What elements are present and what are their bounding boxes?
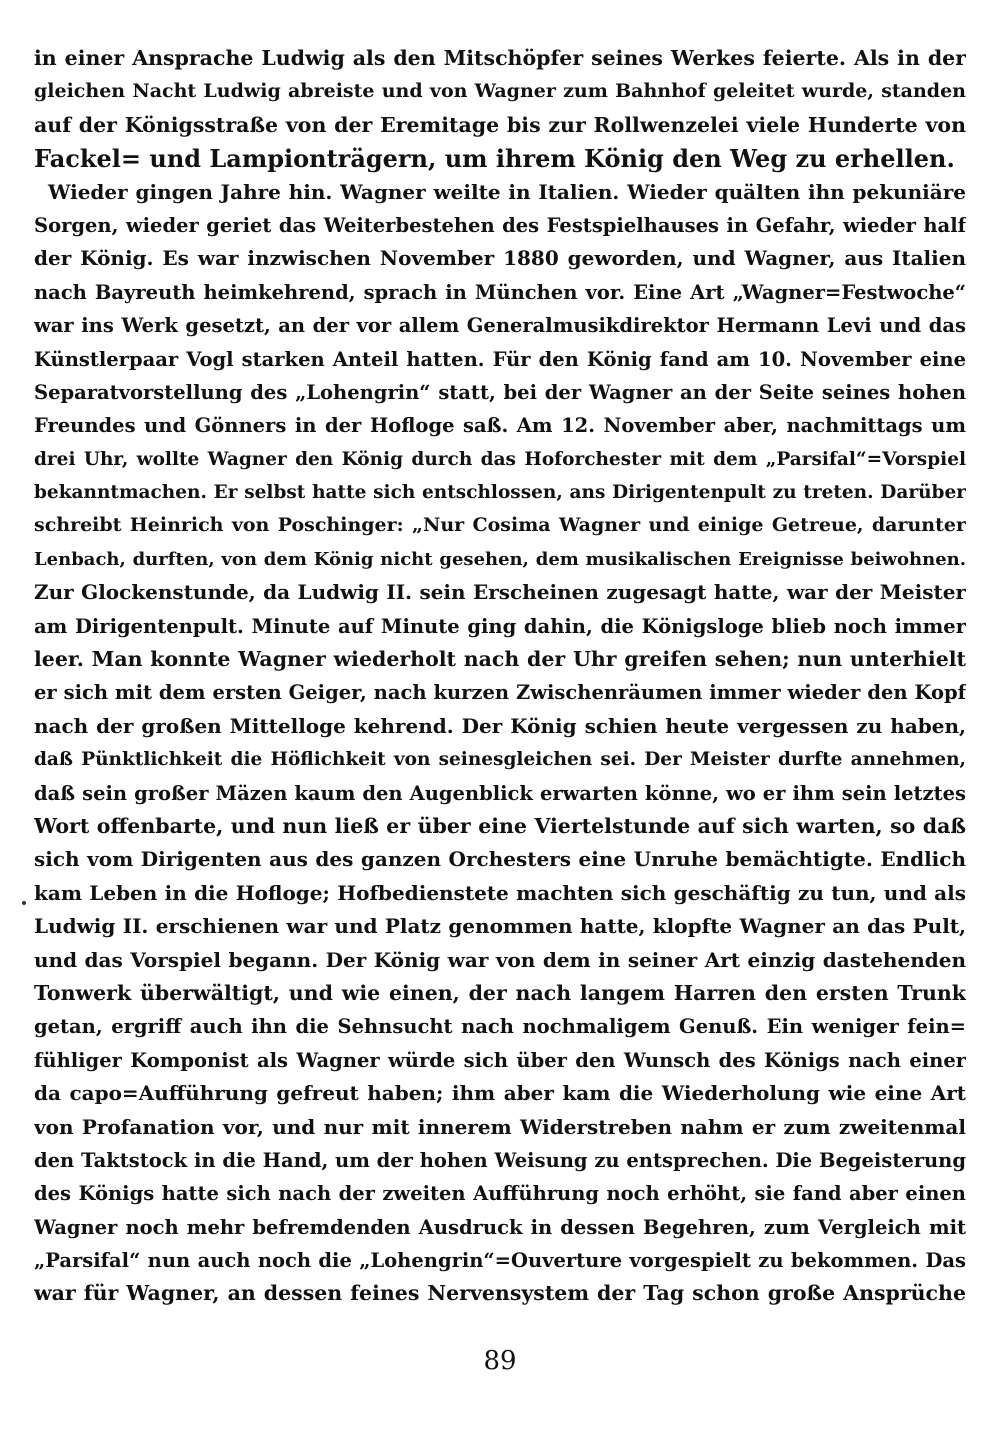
text-line: daß Pünktlichkeit die Höflichkeit von seinesgleichen sei. Der Meister durfte annehmen, [34,749,966,771]
text-line: fühliger Komponist als Wagner würde sich über den Wunsch des Königs nach einer [34,1048,966,1072]
text-line: nach der großen Mittelloge kehrend. Der König schien heute vergessen zu haben, [34,713,966,738]
text-line: von Profanation vor, und nur mit innerem Widerstreben nahm er zum zweitenmal [34,1114,966,1139]
text-line: in einer Ansprache Ludwig als den Mitschöpfer seines Werkes feierte. Als in der [34,46,966,70]
text-line: Zur Glockenstunde, da Ludwig II. sein Erscheinen zugesagt hatte, war der Meister [34,580,966,605]
text-line: Wort offenbarte, und nun ließ er über eine Viertelstunde auf sich warten, so daß [34,813,966,838]
text-line: war ins Werk gesetzt, an der vor allem Generalmusikdirektor Hermann Levi und das [34,314,966,338]
text-line: gleichen Nacht Ludwig abreiste und von Wagner zum Bahnhof geleitet wurde, standen [34,80,966,103]
text-line: Wagner noch mehr befremdenden Ausdruck in dessen Begehren, zum Vergleich mit [34,1215,966,1239]
page-number: 89 [483,1346,517,1376]
text-line: auf der Königsstraße von der Eremitage bis zur Rollwenzelei viele Hunderte von [34,112,966,137]
text-line: getan, ergriff auch ihn die Sehnsucht nach nochmaligem Genuß. Ein weniger fein= [34,1015,966,1039]
paragraph-start-line: Wieder gingen Jahre hin. Wagner weilte in Italien. Wieder quälten ihn pekuniäre [48,179,966,204]
text-line: des Königs hatte sich nach der zweiten Aufführung noch erhöht, sie fand aber einen [34,1182,966,1206]
text-line: Sorgen, wieder geriet das Weiterbestehen des Festspielhauses in Gefahr, wieder half [34,213,966,237]
text-line: und das Vorspiel begann. Der König war von dem in seiner Art einzig dastehenden [34,947,966,972]
text-line: Tonwerk überwältigt, und wie einen, der nach langem Harren den ersten Trunk [34,980,966,1005]
text-line: war für Wagner, an dessen feines Nervensystem der Tag schon große Ansprüche [34,1281,966,1306]
text-line: bekanntmachen. Er selbst hatte sich entschlossen, ans Dirigentenpult zu treten. Darüber [34,482,966,504]
text-line: Lenbach, durften, von dem König nicht gesehen, dem musikalischen Ereignisse beiwohnen. [34,548,966,570]
text-line: sich vom Dirigenten aus des ganzen Orchesters eine Unruhe bemächtigte. Endlich [34,847,966,872]
text-line: nach Bayreuth heimkehrend, sprach in München vor. Eine Art „Wagner=Festwoche“ [34,280,966,304]
text-line: Separatvorstellung des „Lohengrin“ statt, bei der Wagner an der Seite seines hohen [34,380,966,404]
text-line: Ludwig II. erschienen war und Platz genommen hatte, klopfte Wagner an das Pult, [34,914,966,939]
text-line: der König. Es war inzwischen November 1880 geworden, und Wagner, aus Italien [34,246,966,271]
text-block [34,42,966,1311]
text-line: am Dirigentenpult. Minute auf Minute ging dahin, die Königsloge blieb noch immer [34,614,966,638]
text-line: Künstlerpaar Vogl starken Anteil hatten. Für den König fand am 10. November eine [34,347,966,371]
text-line: daß sein großer Mäzen kaum den Augenblick erwarten könne, wo er ihm sein letztes [34,781,966,805]
text-line: schreibt Heinrich von Poschinger: „Nur Cosima Wagner und einige Getreue, darunter [34,514,966,537]
text-line: Fackel= und Lampionträgern, um ihrem König den Weg zu erhellen. [34,144,955,174]
text-line: kam Leben in die Hofloge; Hofbedienstete machten sich geschäftig zu tun, und als [34,880,966,905]
text-line: da capo=Aufführung gefreut haben; ihm aber kam die Wiederholung wie eine Art [34,1081,966,1106]
text-line: den Taktstock in die Hand, um der hohen Weisung zu entsprechen. Die Begeisterung [34,1148,966,1172]
text-line: „Parsifal“ nun auch noch die „Lohengrin“=Ouverture vorgespielt zu bekommen. Das [34,1249,966,1273]
margin-mark [22,901,26,905]
text-line: er sich mit dem ersten Geiger, nach kurzen Zwischenräumen immer wieder den Kopf [34,681,966,705]
text-line: drei Uhr, wollte Wagner den König durch das Hoforchester mit dem „Parsifal“=Vorspiel [34,448,966,470]
text-line: leer. Man konnte Wagner wiederholt nach der Uhr greifen sehen; nun unterhielt [34,647,966,672]
text-line: Freundes und Gönners in der Hofloge saß. Am 12. November aber, nachmittags um [34,414,966,438]
